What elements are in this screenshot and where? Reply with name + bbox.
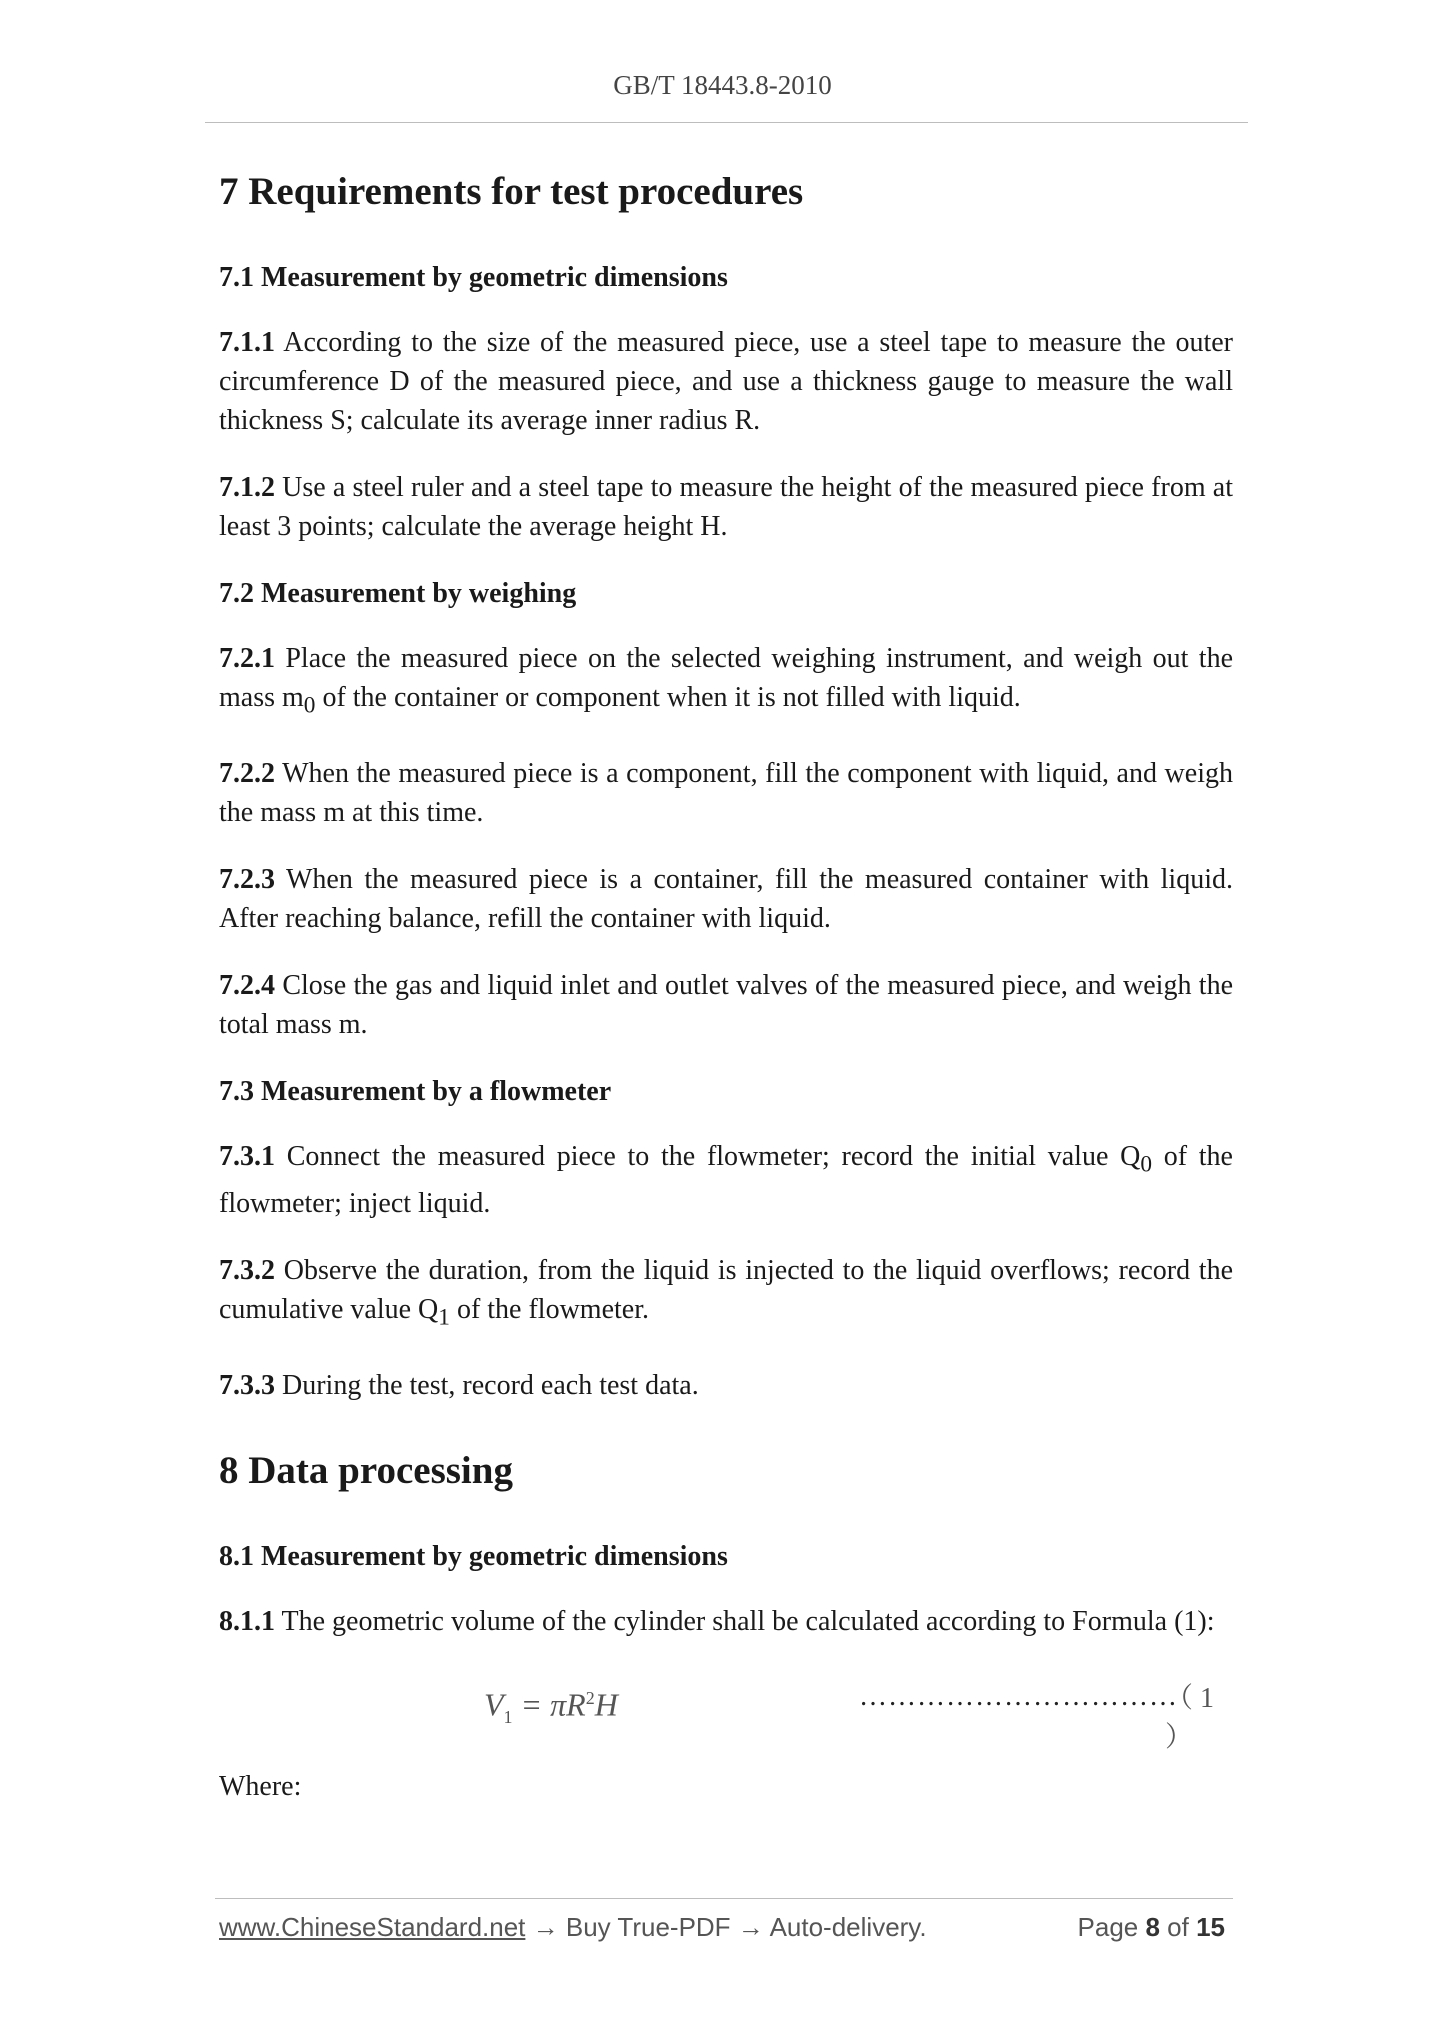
- website-link[interactable]: www.ChineseStandard.net: [219, 1912, 526, 1942]
- clause-7-3-3: [219, 1366, 1233, 1405]
- footer-promo: → Buy True-PDF → Auto-delivery.: [525, 1912, 927, 1942]
- page-number: 8: [1145, 1912, 1160, 1942]
- formula-leader-dots: ……………………………: [859, 1680, 1178, 1712]
- clause-text: According to the size of the measured piece, use a steel tape to measure the outer circumference D of the measured piece, and use a thickness gauge to measure the wall thickness S; calculate its average inner radius R.: [219, 327, 1233, 436]
- page-footer: [219, 1912, 1233, 1943]
- clause-number: 7.2.3: [219, 863, 275, 895]
- section-7-3-heading: 7.3 Measurement by a flowmeter: [219, 1075, 612, 1107]
- page-total: 15: [1196, 1912, 1225, 1942]
- section-8-heading: 8 Data processing: [219, 1448, 513, 1492]
- where-label: Where:: [219, 1770, 302, 1802]
- subscript: 0: [1140, 1151, 1152, 1178]
- footer-divider: [215, 1898, 1233, 1899]
- clause-text: Connect the measured piece to the flowmeter; record the initial value Q: [275, 1140, 1141, 1172]
- section-7-2-heading: 7.2 Measurement by weighing: [219, 578, 577, 609]
- page-indicator: [1078, 1912, 1225, 1943]
- header-divider: [205, 122, 1248, 123]
- formula-rhs: = πR: [512, 1686, 586, 1723]
- clause-text: Place the measured piece on the selected weighing instrument, and weigh out the mass m: [219, 643, 1233, 713]
- clause-text: Observe the duration, from the liquid is injected to the liquid overflows; record the cumulative value Q: [219, 1255, 1233, 1326]
- clause-7-2-3: [219, 860, 1233, 938]
- subscript: 0: [303, 692, 316, 719]
- formula-tail: H: [594, 1686, 618, 1723]
- formula-lhs: V: [484, 1686, 504, 1723]
- clause-text: The geometric volume of the cylinder shall be calculated according to Formula (1):: [275, 1605, 1215, 1637]
- clause-text: During the test, record each test data.: [275, 1369, 699, 1401]
- clause-number: 7.3.3: [219, 1369, 275, 1401]
- clause-number: 7.2.4: [219, 969, 275, 1001]
- clause-7-3-2: [219, 1251, 1233, 1338]
- section-8-1-heading: 8.1 Measurement by geometric dimensions: [219, 1540, 728, 1572]
- clause-text: When the measured piece is a container, fill the measured container with liquid. After reaching balance, refill the container with liquid.: [219, 863, 1233, 934]
- page-header: GB/T 18443.8-2010: [613, 70, 832, 100]
- clause-number: 7.3.2: [219, 1255, 275, 1287]
- formula-1: [219, 1671, 1233, 1753]
- clause-8-1-1: [219, 1602, 1233, 1641]
- clause-7-3-1: [219, 1137, 1233, 1224]
- clause-text: Use a steel ruler and a steel tape to measure the height of the measured piece from at least 3 points; calculate the average height H.: [219, 472, 1233, 542]
- clause-7-1-1: [219, 323, 1233, 440]
- clause-text-cont: of the flowmeter.: [449, 1294, 649, 1326]
- clause-7-2-2: [219, 754, 1233, 832]
- formula-exponent: 2: [585, 1687, 595, 1708]
- clause-number: 7.2.1: [219, 643, 275, 674]
- of-label: of: [1159, 1912, 1197, 1942]
- formula-lhs-subscript: 1: [503, 1706, 513, 1727]
- section-7-1-heading: 7.1 Measurement by geometric dimensions: [219, 262, 728, 293]
- clause-number: 7.1.1: [219, 327, 275, 358]
- clause-number: 7.3.1: [219, 1140, 275, 1172]
- section-7-heading: 7 Requirements for test procedures: [219, 170, 804, 213]
- clause-number: 7.1.2: [219, 472, 275, 503]
- clause-number: 7.2.2: [219, 757, 275, 789]
- page-label: Page: [1077, 1912, 1146, 1942]
- clause-number: 8.1.1: [219, 1605, 275, 1637]
- subscript: 1: [438, 1304, 450, 1331]
- clause-7-1-2: [219, 468, 1233, 546]
- clause-7-2-4: [219, 966, 1233, 1044]
- formula-number: （ 1 ）: [1165, 1682, 1215, 1753]
- clause-text-cont: of the flowmeter; inject liquid.: [219, 1140, 1233, 1220]
- document-body: [219, 164, 1233, 1834]
- clause-text: When the measured piece is a component, fill the component with liquid, and weigh the mass m at this time.: [219, 757, 1233, 828]
- formula-expression: [484, 1679, 618, 1737]
- clause-text-cont: of the container or component when it is not filled with liquid.: [315, 682, 1021, 713]
- clause-text: Close the gas and liquid inlet and outlet valves of the measured piece, and weigh the total mass m.: [219, 969, 1233, 1040]
- clause-7-2-1: [219, 639, 1233, 726]
